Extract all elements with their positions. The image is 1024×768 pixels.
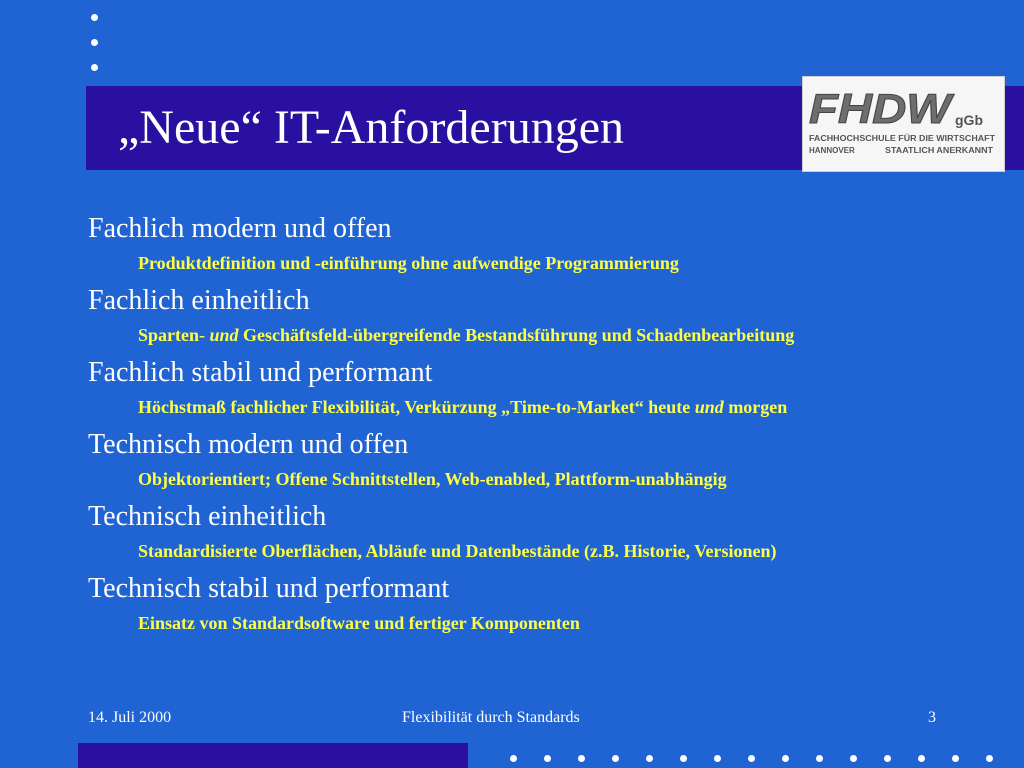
decor-dot <box>782 755 789 762</box>
bullet-subpoint: Standardisierte Oberflächen, Abläufe und Datenbestände (z.B. Historie, Versionen) <box>138 541 777 561</box>
bullet-heading: Technisch einheitlich <box>88 501 327 532</box>
bullet-subpoint: Einsatz von Standardsoftware und fertiger Komponenten <box>138 613 580 633</box>
decor-dot <box>986 755 993 762</box>
decor-dot <box>91 64 98 71</box>
bullet-heading: Fachlich einheitlich <box>88 285 310 316</box>
decor-dot <box>884 755 891 762</box>
decor-dot <box>646 755 653 762</box>
decor-dot <box>680 755 687 762</box>
bullet-subpoint: Produktdefinition und -einführung ohne aufwendige Programmierung <box>138 253 679 273</box>
logo-subtitle-2-left: HANNOVER <box>809 146 855 155</box>
fhdw-logo <box>802 76 1005 172</box>
bullet-heading: Technisch stabil und performant <box>88 573 450 604</box>
bullet-heading: Technisch modern und offen <box>88 429 409 460</box>
decor-dot <box>91 14 98 21</box>
decor-dot <box>612 755 619 762</box>
decor-dot <box>91 39 98 46</box>
decor-dot <box>816 755 823 762</box>
bottom-band <box>78 743 468 768</box>
logo-suffix: gGb <box>955 112 983 128</box>
decor-dot <box>578 755 585 762</box>
logo-subtitle-1: FACHHOCHSCHULE FÜR DIE WIRTSCHAFT <box>809 134 996 143</box>
decor-dot <box>544 755 551 762</box>
slide-title: „Neue“ IT-Anforderungen <box>118 101 624 154</box>
fhdw-logo-graphic <box>803 77 1004 171</box>
bullet-subpoint: Höchstmaß fachlicher Flexibilität, Verkürzung „Time-to-Market“ heute und morgen <box>138 397 788 417</box>
logo-main-text: FHDW <box>809 85 955 132</box>
bullet-heading: Fachlich stabil und performant <box>88 357 433 388</box>
decor-dot <box>952 755 959 762</box>
footer-date: 14. Juli 2000 <box>88 709 172 726</box>
footer-title: Flexibilität durch Standards <box>402 709 580 726</box>
bullet-subpoint: Sparten- und Geschäftsfeld-übergreifende Bestandsführung und Schadenbearbeitung <box>138 325 795 345</box>
footer-page-number: 3 <box>928 709 936 726</box>
logo-subtitle-2-right: STAATLICH ANERKANNT <box>885 146 994 155</box>
bullet-heading: Fachlich modern und offen <box>88 213 392 244</box>
decor-dot <box>714 755 721 762</box>
decor-dot <box>918 755 925 762</box>
bullet-list <box>88 212 1008 634</box>
decor-dot <box>850 755 857 762</box>
bullet-subpoint: Objektorientiert; Offene Schnittstellen, Web-enabled, Plattform-unabhängig <box>138 469 727 489</box>
decor-dot <box>510 755 517 762</box>
decor-dot <box>748 755 755 762</box>
